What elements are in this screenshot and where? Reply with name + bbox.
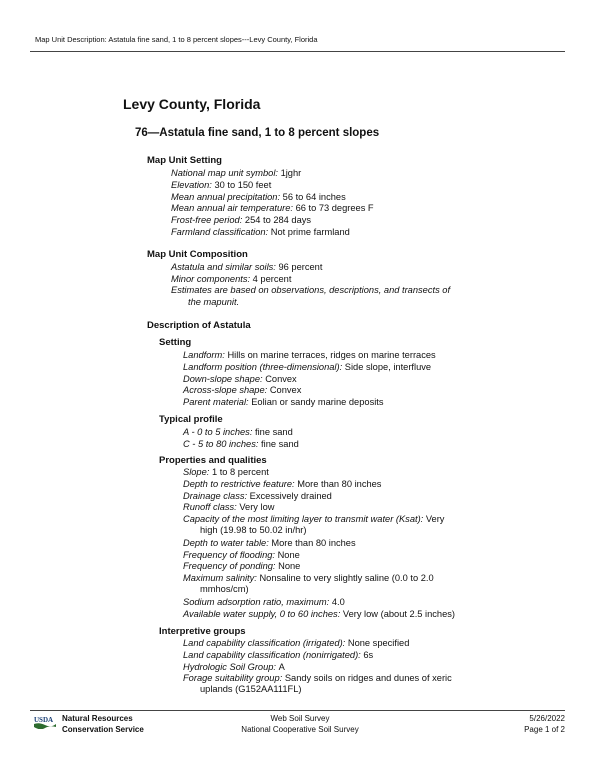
field-row — [171, 179, 271, 191]
field-label: Hydrologic Soil Group: — [183, 661, 277, 672]
field-label: Farmland classification: — [171, 227, 269, 237]
footer-divider — [30, 710, 565, 711]
header-divider — [30, 51, 565, 52]
map-unit-title: 76—Astatula fine sand, 1 to 8 percent slopes — [135, 127, 380, 139]
composition-note-continued: the mapunit. — [188, 297, 240, 307]
page-header-title: Map Unit Description: Astatula fine sand, 1 to 8 percent slopes---Levy County, Florida — [35, 35, 318, 44]
field-value: 56 to 64 inches — [282, 191, 346, 202]
field-label: Depth to water table: — [183, 537, 269, 548]
field-value: 1jghr — [280, 168, 302, 178]
field-label: Elevation: — [171, 179, 212, 190]
field-row — [171, 226, 350, 238]
footer-center-line2: National Cooperative Soil Survey — [241, 724, 359, 734]
field-value: Eolian or sandy marine deposits — [251, 397, 384, 408]
field-value: None specified — [347, 638, 410, 648]
typical-profile-heading: Typical profile — [159, 414, 223, 425]
footer-center-line1: Web Soil Survey — [270, 714, 330, 723]
field-row — [183, 466, 269, 478]
field-label: Depth to restrictive feature: — [183, 478, 295, 489]
description-heading: Description of Astatula — [147, 320, 251, 331]
composition-note: Estimates are based on observations, descriptions, and transects of — [171, 285, 451, 295]
field-row — [183, 572, 434, 584]
field-label: Frequency of ponding: — [183, 561, 276, 572]
field-label: Forage suitability group: — [183, 673, 283, 684]
field-label: Slope: — [183, 467, 210, 477]
field-row — [183, 426, 293, 438]
field-value: None — [278, 561, 301, 572]
field-label: C - 5 to 80 inches: — [183, 438, 259, 449]
field-label: Landform: — [183, 350, 225, 360]
field-row — [183, 513, 444, 525]
field-value: None — [277, 549, 300, 560]
field-label: Minor components: — [171, 273, 251, 284]
field-value: 1 to 8 percent — [211, 467, 269, 477]
field-label: Down-slope shape: — [183, 373, 263, 384]
field-label: Sodium adsorption ratio, maximum: — [183, 596, 330, 607]
field-label: Mean annual precipitation: — [171, 191, 281, 202]
field-label: Astatula and similar soils: — [171, 262, 276, 272]
field-value: Not prime farmland — [270, 227, 350, 237]
field-row — [183, 478, 381, 490]
svg-text:USDA: USDA — [34, 716, 54, 724]
field-value: Sandy soils on ridges and dunes of xeric — [284, 673, 452, 684]
field-label: Mean annual air temperature: — [171, 203, 293, 214]
field-value: 30 to 150 feet — [214, 179, 272, 190]
field-value: 6s — [363, 649, 374, 660]
county-title: Levy County, Florida — [123, 96, 261, 112]
field-row — [183, 396, 384, 408]
field-row — [183, 560, 300, 572]
field-value: fine sand — [255, 427, 293, 437]
field-label: Land capability classification (nonirrigated): — [183, 649, 361, 660]
field-label: Available water supply, 0 to 60 inches: — [183, 608, 341, 619]
field-value: More than 80 inches — [271, 537, 356, 548]
field-row — [171, 202, 374, 214]
field-row — [171, 214, 311, 226]
field-value-continued: high (19.98 to 50.02 in/hr) — [200, 525, 307, 535]
usda-logo-icon — [34, 715, 56, 729]
field-row — [183, 608, 455, 620]
footer-agency-line1: Natural Resources — [62, 714, 133, 723]
field-value: Very low (about 2.5 inches) — [342, 608, 456, 619]
field-row — [171, 273, 291, 285]
field-value: Side slope, interfluve — [344, 361, 432, 372]
field-value: Nonsaline to very slightly saline (0.0 to 2.0 — [259, 573, 434, 584]
setting-heading: Setting — [159, 337, 192, 348]
footer-agency-line2: Conservation Service — [62, 724, 144, 734]
field-row — [183, 361, 431, 373]
field-value: Very low — [239, 502, 275, 513]
properties-heading: Properties and qualities — [159, 455, 267, 466]
map-unit-setting-heading: Map Unit Setting — [147, 155, 222, 166]
field-row — [171, 261, 322, 273]
field-row — [183, 490, 332, 502]
field-value: Convex — [265, 373, 297, 384]
footer-page-number: Page 1 of 2 — [524, 724, 565, 734]
field-label: Land capability classification (irrigated): — [183, 638, 346, 648]
field-value: fine sand — [261, 438, 299, 449]
field-value: 4.0 — [331, 596, 345, 607]
field-label: A - 0 to 5 inches: — [183, 427, 253, 437]
field-row — [183, 373, 297, 385]
field-row — [171, 167, 301, 179]
field-row — [183, 549, 300, 561]
interpretive-heading: Interpretive groups — [159, 626, 246, 637]
footer-agency — [62, 714, 144, 735]
field-value: Convex — [269, 385, 302, 396]
field-row — [183, 501, 274, 513]
field-value: Hills on marine terraces, ridges on marine terraces — [227, 350, 436, 360]
field-value-continued: mmhos/cm) — [200, 584, 249, 594]
field-row — [183, 596, 345, 608]
field-row — [183, 661, 285, 673]
field-label: Runoff class: — [183, 502, 237, 513]
field-row — [183, 349, 436, 361]
footer-center — [200, 714, 400, 735]
field-value: A — [278, 661, 285, 672]
field-row — [171, 191, 346, 203]
field-value: 96 percent — [278, 262, 323, 272]
field-value: Excessively drained — [249, 490, 332, 501]
field-row — [183, 537, 356, 549]
field-row — [183, 672, 452, 684]
field-label: Parent material: — [183, 397, 249, 408]
field-label: Across-slope shape: — [183, 385, 268, 396]
field-label: Frequency of flooding: — [183, 549, 275, 560]
field-label: National map unit symbol: — [171, 168, 278, 178]
field-value: 66 to 73 degrees F — [295, 203, 374, 214]
field-value: More than 80 inches — [297, 478, 382, 489]
field-row — [183, 384, 301, 396]
field-label: Frost-free period: — [171, 215, 243, 226]
field-value: 254 to 284 days — [244, 215, 312, 226]
footer-date: 5/26/2022 — [529, 714, 565, 723]
footer-right — [524, 714, 565, 735]
field-row — [183, 438, 299, 450]
field-row — [183, 649, 373, 661]
field-value: 4 percent — [252, 273, 292, 284]
field-label: Landform position (three-dimensional): — [183, 361, 343, 372]
map-unit-composition-heading: Map Unit Composition — [147, 249, 248, 260]
field-label: Capacity of the most limiting layer to transmit water (Ksat): — [183, 514, 424, 525]
field-label: Maximum salinity: — [183, 573, 257, 584]
field-label: Drainage class: — [183, 490, 248, 501]
field-value-continued: uplands (G152AA111FL) — [200, 684, 302, 695]
field-value: Very — [425, 514, 445, 525]
field-row — [183, 637, 409, 649]
